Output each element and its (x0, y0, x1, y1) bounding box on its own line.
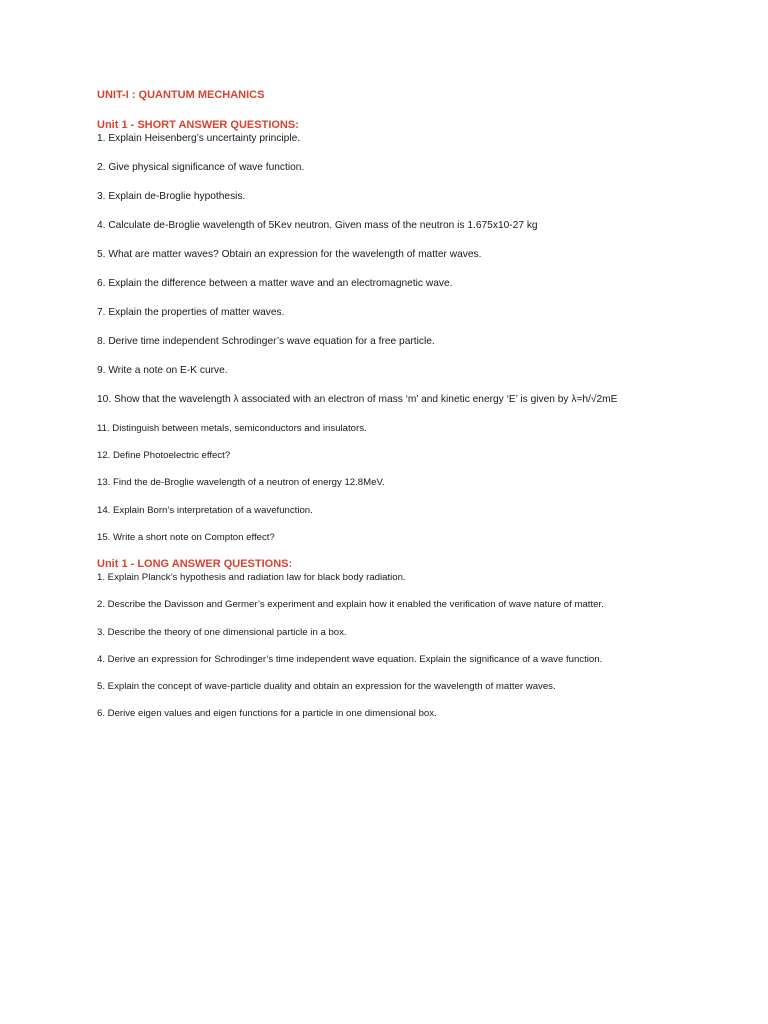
short-question-14: 14. Explain Born’s interpretation of a wavefunction. (97, 504, 313, 516)
long-question-3: 3. Describe the theory of one dimensional particle in a box. (97, 626, 347, 638)
unit-title: UNIT-I : QUANTUM MECHANICS (97, 89, 265, 101)
short-question-5: 5. What are matter waves? Obtain an expression for the wavelength of matter waves. (97, 249, 482, 260)
short-question-3: 3. Explain de-Broglie hypothesis. (97, 191, 246, 202)
short-question-4: 4. Calculate de-Broglie wavelength of 5Kev neutron. Given mass of the neutron is 1.675x10-27 kg (97, 220, 538, 231)
short-question-8: 8. Derive time independent Schrodinger’s wave equation for a free particle. (97, 336, 435, 347)
short-question-9: 9. Write a note on E-K curve. (97, 365, 228, 376)
short-answer-list (97, 132, 747, 558)
short-question-11: 11. Distinguish between metals, semiconductors and insulators. (97, 423, 367, 434)
long-question-4: 4. Derive an expression for Schrodinger’s time independent wave equation. Explain the significance of a wave function. (97, 653, 603, 665)
short-question-6: 6. Explain the difference between a matter wave and an electromagnetic wave. (97, 278, 453, 289)
short-question-13: 13. Find the de-Broglie wavelength of a neutron of energy 12.8MeV. (97, 477, 385, 489)
long-question-2: 2. Describe the Davisson and Germer’s experiment and explain how it enabled the verification of wave nature of matter. (97, 599, 604, 611)
long-question-1: 1. Explain Planck’s hypothesis and radiation law for black body radiation. (97, 571, 406, 583)
long-answer-list (97, 571, 747, 735)
long-question-5: 5. Explain the concept of wave-particle duality and obtain an expression for the wavelength of matter waves. (97, 681, 556, 693)
short-question-2: 2. Give physical significance of wave function. (97, 162, 305, 173)
short-question-12: 12. Define Photoelectric effect? (97, 450, 231, 462)
short-question-15: 15. Write a short note on Compton effect? (97, 531, 275, 543)
document-content (97, 88, 747, 735)
short-question-1: 1. Explain Heisenberg’s uncertainty principle. (97, 133, 301, 144)
long-answer-heading: Unit 1 - LONG ANSWER QUESTIONS: (97, 557, 293, 570)
short-question-7: 7. Explain the properties of matter waves. (97, 307, 285, 318)
short-question-10: 10. Show that the wavelength λ associated with an electron of mass ‘m’ and kinetic energy ‘E’ is given by λ=h/√2mE (97, 394, 618, 405)
long-question-6: 6. Derive eigen values and eigen functions for a particle in one dimensional box. (97, 708, 437, 720)
short-answer-heading: Unit 1 - SHORT ANSWER QUESTIONS: (97, 119, 299, 131)
